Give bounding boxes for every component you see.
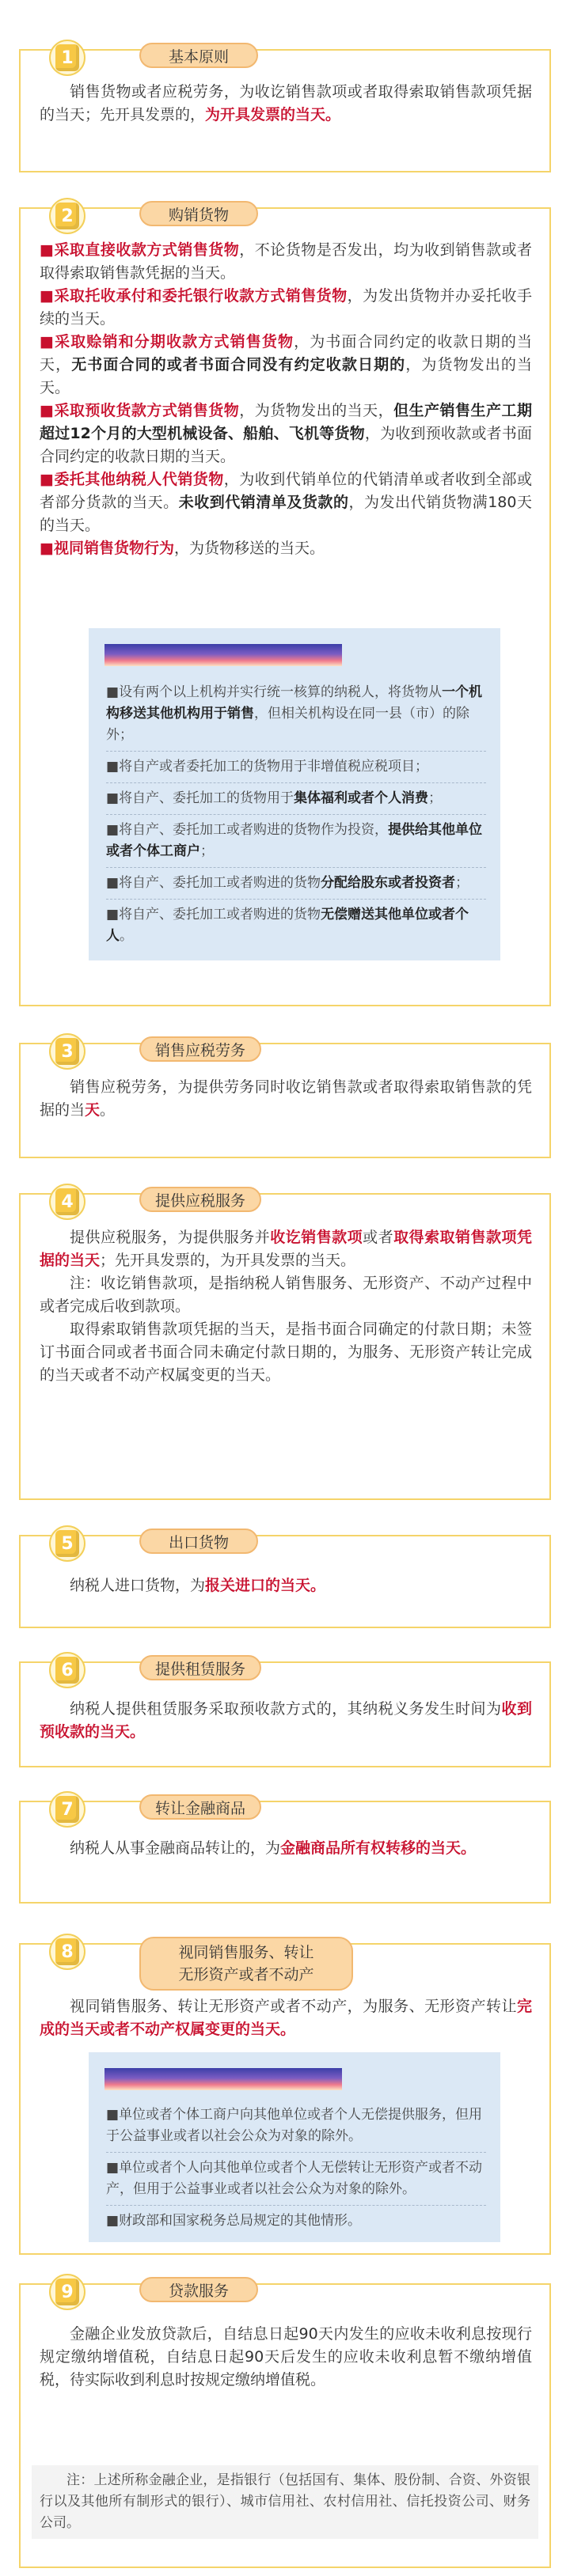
note-list: [106, 2100, 486, 2237]
section-title: 提供租赁服务: [139, 1655, 261, 1680]
list-item: ■采取托收承付和委托银行收款方式销售货物，为发出货物并办妥托收手续的当天。: [40, 287, 532, 328]
section-body: 纳税人进口货物，为报关进口的当天。: [70, 1577, 326, 1594]
section-body: 销售货物或者应税劳务，为收讫销售款项或者取得索取销售款项凭据的当天；先开具发票的，为开具发票的当天。: [40, 83, 532, 123]
section-body: 纳税人提供租赁服务采取预收款方式的，其纳税义务发生时间为收到预收款的当天。: [40, 1700, 532, 1741]
note-list: [106, 677, 486, 952]
note-item: ■将自产、委托加工或者购进的货物分配给股东或者投资者；: [106, 868, 486, 900]
section-badge: 3: [49, 1033, 86, 1070]
list-item: ■采取直接收款方式销售货物，不论货物是否发出，均为收到销售款或者取得索取销售款凭据的当天。: [40, 241, 532, 282]
section-basic-principle: [19, 49, 551, 172]
section-import-goods: [19, 1535, 551, 1628]
section-loan-services: [19, 2283, 551, 2568]
section-badge: 9: [49, 2274, 86, 2310]
section-title: 出口货物: [139, 1529, 258, 1554]
section-body: 提供应税服务，为提供服务并收讫销售款项或者取得索取销售款项凭据的当天；先开具发票的，为开具发票的当天。 注：收讫销售款项，是指纳税人销售服务、无形资产、不动产过程中或者完成后收到款项。 取得索取销售款项凭据的当天，是指书面合同确定的付款日期；未签订书面合同或者书面合同未确定付款日期的，为服务、无形资产转让完成的当天或者不动产权属变更的当天。: [40, 1229, 532, 1384]
section-body: [40, 239, 532, 560]
section-title: 贷款服务: [139, 2277, 258, 2302]
section-badge: 7: [49, 1791, 86, 1828]
note-item: ■将自产、委托加工或者购进的货物无偿赠送其他单位或者个人。: [106, 907, 469, 944]
section-title: 转让金融商品: [139, 1794, 261, 1820]
section-title: 提供应税服务: [139, 1187, 261, 1212]
list-item: ■采取赊销和分期收款方式销售货物，为书面合同约定的收款日期的当天，无书面合同的或者书面合同没有约定收款日期的，为货物发出的当天。: [40, 333, 532, 396]
deemed-sales-note: [89, 628, 500, 960]
gradient-banner: [104, 644, 342, 666]
section-badge: 6: [49, 1652, 86, 1688]
note-item: ■财政部和国家税务总局规定的其他情形。: [106, 2213, 362, 2229]
note-item: ■将自产、委托加工的货物用于集体福利或者个人消费；: [106, 783, 486, 815]
section-taxable-services: [19, 1193, 551, 1500]
section-body: 金融企业发放贷款后，自结息日起90天内发生的应收未收利息按现行规定缴纳增值税，自结息日起90天后发生的应收未收利息暂不缴纳增值税，待实际收到利息时按规定缴纳增值税。: [40, 2325, 532, 2388]
list-item: ■委托其他纳税人代销货物，为收到代销单位的代销清单或者收到全部或者部分货款的当天。未收到代销清单及货款的，为发出代销货物满180天的当天。: [40, 471, 532, 534]
note-item: ■设有两个以上机构并实行统一核算的纳税人，将货物从一个机构移送其他机构用于销售，但相关机构设在同一县（市）的除外；: [106, 677, 486, 752]
section-badge: 5: [49, 1525, 86, 1562]
section-body: 纳税人从事金融商品转让的，为金融商品所有权转移的当天。: [70, 1839, 477, 1857]
note-item: ■将自产、委托加工或者购进的货物作为投资，提供给其他单位或者个体工商户；: [106, 815, 486, 868]
note-item: ■将自产或者委托加工的货物用于非增值税应税项目；: [106, 752, 486, 783]
list-item: ■采取预收货款方式销售货物，为货物发出的当天，但生产销售生产工期超过12个月的大型机械设备、船舶、飞机等货物，为收到预收款或者书面合同约定的收款日期的当天。: [40, 402, 532, 465]
section-badge: 2: [49, 198, 86, 234]
section-leasing-services: [19, 1661, 551, 1767]
deemed-services-note: [89, 2052, 500, 2242]
note-item: ■单位或者个人向其他单位或者个人无偿转让无形资产或者不动产，但用于公益事业或者以社会公众为对象的除外。: [106, 2153, 486, 2206]
section-badge: 1: [49, 40, 86, 76]
section-footnote: 注：上述所称金融企业，是指银行（包括国有、集体、股份制、合资、外资银行以及其他所有制形式的银行）、城市信用社、农村信用社、信托投资公司、财务公司。: [32, 2465, 538, 2539]
section-body: 视同销售服务、转让无形资产或者不动产，为服务、无形资产转让完成的当天或者不动产权属变更的当天。: [40, 1998, 532, 2038]
section-title: 销售应税劳务: [139, 1036, 261, 1062]
section-taxable-labor: [19, 1043, 551, 1158]
section-deemed-services: [19, 1943, 551, 2255]
section-title: 视同销售服务、转让 无形资产或者不动产: [139, 1937, 353, 1991]
section-goods-sales: [19, 207, 551, 1006]
list-item: ■视同销售货物行为，为货物移送的当天。: [40, 540, 325, 557]
section-title: 基本原则: [139, 43, 258, 68]
section-financial-products: [19, 1801, 551, 1904]
section-body: 销售应税劳务，为提供劳务同时收讫销售款或者取得索取销售款的凭据的当天。: [40, 1078, 532, 1119]
section-title: 购销货物: [139, 201, 258, 226]
section-badge: 4: [49, 1184, 86, 1220]
section-badge: 8: [49, 1934, 86, 1970]
gradient-banner: [104, 2068, 342, 2090]
note-item: ■单位或者个体工商户向其他单位或者个人无偿提供服务，但用于公益事业或者以社会公众为对象的除外。: [106, 2100, 486, 2153]
